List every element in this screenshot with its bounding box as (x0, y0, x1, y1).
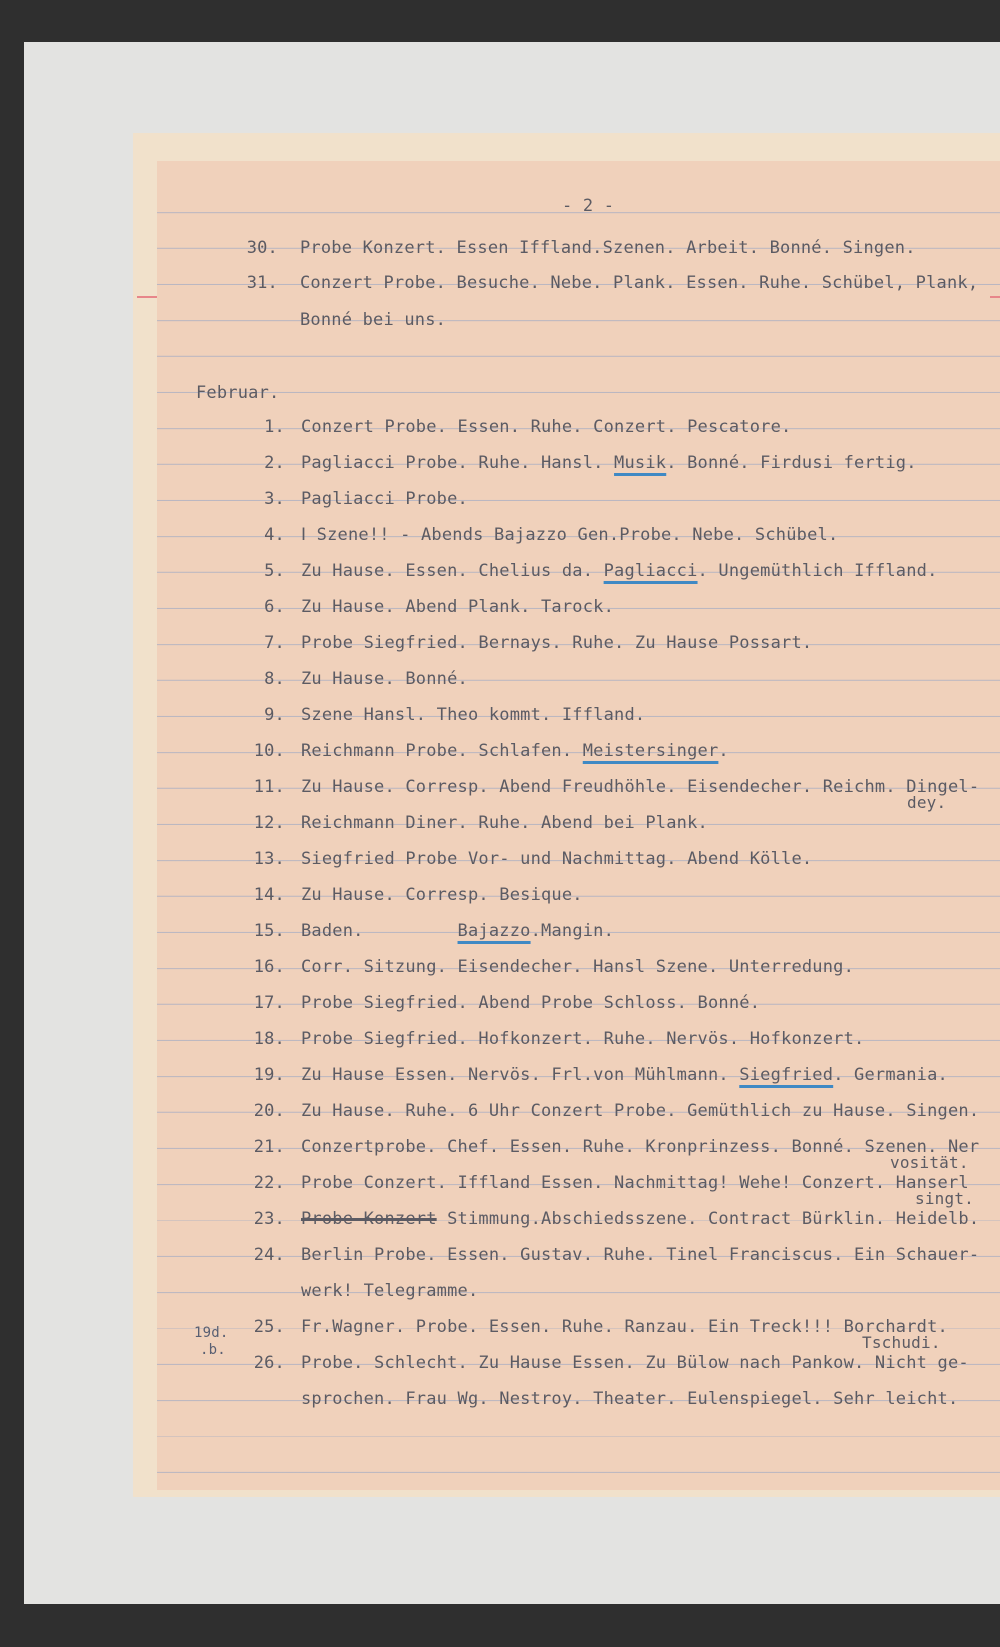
entry-number: 1. (264, 417, 285, 437)
entry-number: 21. (253, 1137, 285, 1157)
entry-number: 11. (253, 777, 285, 797)
entry-number: 19. (253, 1065, 285, 1085)
entry-text: Ⅰ Szene!! - Abends Bajazzo Gen.Probe. Nebe. Schübel. (301, 525, 839, 545)
entry-number: 9. (264, 705, 285, 725)
entry-text: Zu Hause. Essen. Chelius da. Pagliacci. Ungemüthlich Iffland. (301, 561, 938, 581)
entry-text: Fr.Wagner. Probe. Essen. Ruhe. Ranzau. Ein Treck!!! Borchardt. (301, 1317, 948, 1337)
entry-number: 3. (264, 489, 285, 509)
entry-continuation: Bonné bei uns. (300, 310, 447, 330)
month-heading: Februar. (196, 383, 280, 403)
entry-number: 18. (253, 1029, 285, 1049)
entry-text: Zu Hause. Abend Plank. Tarock. (301, 597, 615, 617)
entry-text: Reichmann Diner. Ruhe. Abend bei Plank. (301, 813, 708, 833)
entry-number: 31. (246, 273, 278, 293)
struck-out-text: Probe Konzert (301, 1209, 437, 1229)
entry-text: Probe Siegfried. Bernays. Ruhe. Zu Hause Possart. (301, 633, 813, 653)
entry-number: 2. (264, 453, 285, 473)
red-margin-rule-right (990, 296, 1000, 298)
entry-text: Pagliacci Probe. Ruhe. Hansl. Musik. Bonné. Firdusi fertig. (301, 453, 917, 473)
entry-number: 23. (253, 1209, 285, 1229)
entry-text: Baden. Bajazzo.Mangin. (301, 921, 615, 941)
page-number: - 2 - (562, 196, 615, 216)
entry-number: 30. (246, 238, 278, 258)
entry-number: 4. (264, 525, 285, 545)
margin-note: 19d. (194, 1325, 229, 1341)
red-margin-rule-left (137, 296, 157, 298)
entry-number: 25. (253, 1317, 285, 1337)
entry-number: 15. (253, 921, 285, 941)
entry-number: 8. (264, 669, 285, 689)
entry-text: Siegfried Probe Vor- und Nachmittag. Abend Kölle. (301, 849, 813, 869)
entry-number: 17. (253, 993, 285, 1013)
entry-number: 13. (253, 849, 285, 869)
entry-text: Conzertprobe. Chef. Essen. Ruhe. Kronprinzess. Bonné. Szenen. Ner (301, 1137, 980, 1157)
entry-text: Reichmann Probe. Schlafen. Meistersinger. (301, 741, 729, 761)
entry-text: Probe Konzert. Essen Iffland.Szenen. Arbeit. Bonné. Singen. (300, 238, 916, 258)
entry-text: Zu Hause Essen. Nervös. Frl.von Mühlmann. Siegfried. Germania. (301, 1065, 948, 1085)
entry-text: Zu Hause. Bonné. (301, 669, 468, 689)
entry-number: 20. (253, 1101, 285, 1121)
entry-continuation: vosität. (890, 1153, 969, 1172)
entry-text: Probe Konzert Stimmung.Abschiedsszene. Contract Bürklin. Heidelb. (301, 1209, 980, 1229)
entry-text: Pagliacci Probe. (301, 489, 468, 509)
margin-note: .b. (200, 1342, 226, 1358)
entry-text: Conzert Probe. Essen. Ruhe. Conzert. Pescatore. (301, 417, 792, 437)
entry-continuation: sprochen. Frau Wg. Nestroy. Theater. Eulenspiegel. Sehr leicht. (301, 1389, 959, 1409)
entry-continuation: singt. (915, 1189, 974, 1208)
underlined-word: Meistersinger (582, 741, 719, 761)
entry-continuation: dey. (907, 793, 947, 812)
entry-text: Probe Conzert. Iffland Essen. Nachmittag! Wehe! Conzert. Hanserl (301, 1173, 969, 1193)
underlined-word: Musik (614, 453, 667, 473)
entry-number: 22. (253, 1173, 285, 1193)
entry-number: 26. (253, 1353, 285, 1373)
entry-text: Zu Hause. Corresp. Abend Freudhöhle. Eisendecher. Reichm. Dingel- (301, 777, 980, 797)
entry-text: Conzert Probe. Besuche. Nebe. Plank. Essen. Ruhe. Schübel, Plank, (300, 273, 979, 293)
entry-continuation: werk! Telegramme. (301, 1281, 479, 1301)
entry-number: 14. (253, 885, 285, 905)
entry-text: Probe Siegfried. Abend Probe Schloss. Bonné. (301, 993, 761, 1013)
entry-number: 6. (264, 597, 285, 617)
entry-text: Probe Siegfried. Hofkonzert. Ruhe. Nervös. Hofkonzert. (301, 1029, 865, 1049)
entry-number: 7. (264, 633, 285, 653)
entry-text: Corr. Sitzung. Eisendecher. Hansl Szene. Unterredung. (301, 957, 855, 977)
entry-continuation: Tschudi. (862, 1333, 941, 1352)
underlined-word: Bajazzo (457, 921, 531, 941)
entry-number: 5. (264, 561, 285, 581)
entry-text: Zu Hause. Ruhe. 6 Uhr Conzert Probe. Gemüthlich zu Hause. Singen. (301, 1101, 980, 1121)
underlined-word: Pagliacci (603, 561, 698, 581)
entry-text: Szene Hansl. Theo kommt. Iffland. (301, 705, 646, 725)
entry-number: 16. (253, 957, 285, 977)
entry-number: 24. (253, 1245, 285, 1265)
entry-text: Berlin Probe. Essen. Gustav. Ruhe. Tinel Franciscus. Ein Schauer- (301, 1245, 980, 1265)
entry-number: 10. (253, 741, 285, 761)
entry-text: Probe. Schlecht. Zu Hause Essen. Zu Bülow nach Pankow. Nicht ge- (301, 1353, 969, 1373)
underlined-word: Siegfried (739, 1065, 834, 1085)
entry-number: 12. (253, 813, 285, 833)
entry-text: Zu Hause. Corresp. Besique. (301, 885, 583, 905)
